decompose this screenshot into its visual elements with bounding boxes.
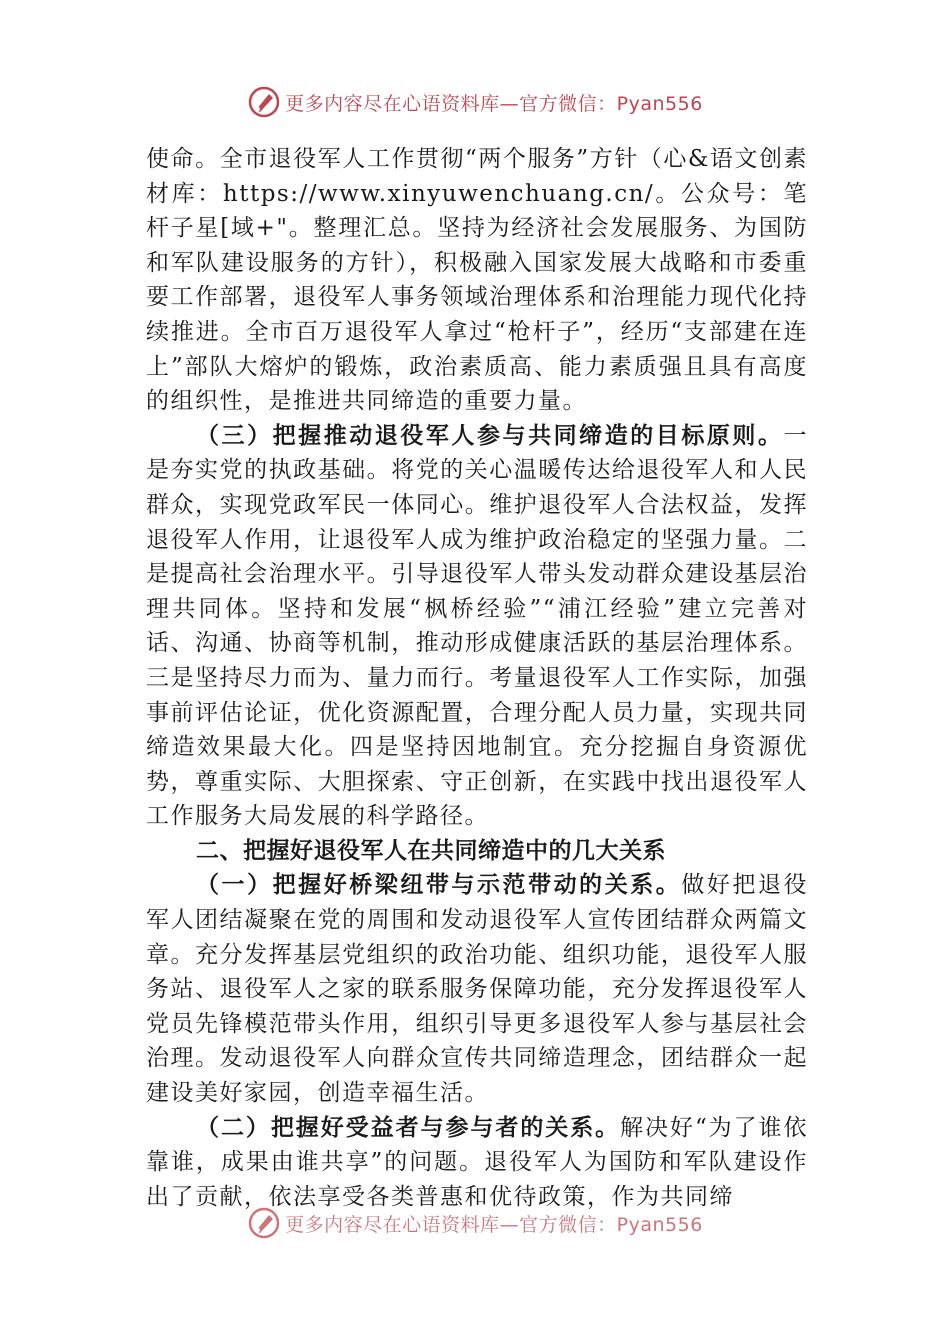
paragraph-1: [146, 142, 808, 419]
paragraph-4: [146, 1111, 808, 1215]
pen-nib-logo-icon: [247, 85, 281, 119]
watermark-banner-bottom: [0, 1203, 950, 1243]
paragraph-2-lead: （三）把握推动退役军人参与共同缔造的目标原则。: [196, 421, 784, 449]
section-heading: 二、把握好退役军人在共同缔造中的几大关系: [196, 837, 666, 864]
paragraph-1-text: 使命。全市退役军人工作贯彻“两个服务”方针（心&语文创素材库：https://www.xinyuwenchuang.cn/。公众号：笔杆子星[域+"。整理汇总。坚持为经济社会发展服务、为国防和军队建设服务的方针），积极融入国家发展大战略和市委重要工作部署，退役军人事务领域治理体系和治理能力现代化持续推进。全市百万退役军人拿过“枪杆子”，经历“支部建在连上”部队大熔炉的锻炼，政治素质高、能力素质强且具有高度的组织性，是推进共同缔造的重要力量。: [146, 146, 808, 415]
pen-nib-logo-icon: [247, 1206, 281, 1240]
watermark-text: 更多内容尽在心语资料库—官方微信：Pyan556: [285, 92, 703, 115]
watermark-text: 更多内容尽在心语资料库—官方微信：Pyan556: [285, 1213, 703, 1236]
paragraph-3-lead: （一）把握好桥梁纽带与示范带动的关系。: [196, 871, 682, 899]
paragraph-2-text: 一是夯实党的执政基础。将党的关心温暖传达给退役军人和人民群众，实现党政军民一体同心。维护退役军人合法权益，发挥退役军人作用，让退役军人成为维护政治稳定的坚强力量。二是提高社会治理水平。引导退役军人带头发动群众建设基层治理共同体。坚持和发展“枫桥经验”“浦江经验”建立完善对话、沟通、协商等机制，推动形成健康活跃的基层治理体系。三是坚持尽力而为、量力而行。考量退役军人工作实际，加强事前评估论证，优化资源配置，合理分配人员力量，实现共同缔造效果最大化。四是坚持因地制宜。充分挖掘自身资源优势，尊重实际、大胆探索、守正创新，在实践中找出退役军人工作服务大局发展的科学路径。: [146, 422, 808, 830]
paragraph-2: [146, 419, 808, 834]
paragraph-3-text: 做好把退役军人团结凝聚在党的周围和发动退役军人宣传团结群众两篇文章。充分发挥基层党组织的政治功能、组织功能，退役军人服务站、退役军人之家的联系服务保障功能，充分发挥退役军人党员先锋模范带头作用，组织引导更多退役军人参与基层社会治理。发动退役军人向群众宣传共同缔造理念，团结群众一起建设美好家园，创造幸福生活。: [146, 872, 808, 1107]
paragraph-3: [146, 868, 808, 1110]
document-body: [146, 142, 808, 1222]
watermark-banner-top: [0, 82, 950, 122]
paragraph-4-lead: （二）把握好受益者与参与者的关系。: [196, 1113, 621, 1141]
paragraph-4-text: 解决好“为了谁依靠谁，成果由谁共享”的问题。退役军人为国防和军队建设作出了贡献，依法享受各类普惠和优待政策，作为共同缔: [146, 1114, 808, 1210]
